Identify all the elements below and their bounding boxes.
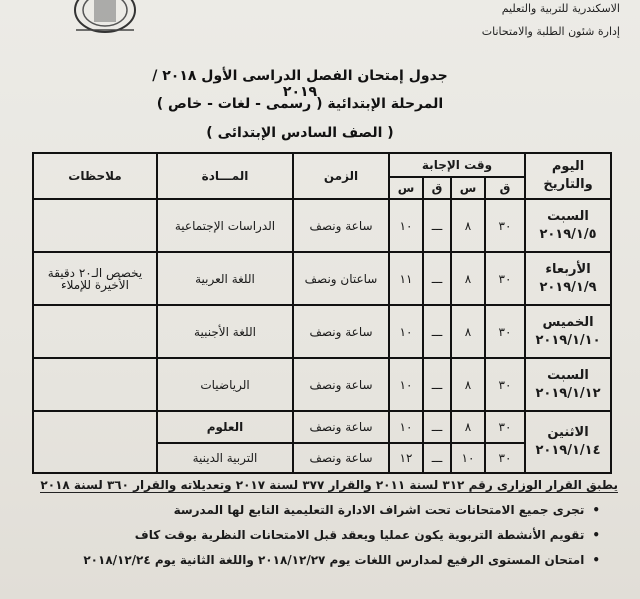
header-notes: ملاحظات (33, 153, 157, 199)
notes-cell (33, 305, 157, 358)
to-hour-cell: ١٠ (389, 411, 423, 443)
to-hour-cell: ١١ (389, 252, 423, 305)
decree-note: يطبق القرار الوزارى رقم ٣١٢ لسنة ٢٠١١ والقرار ٣٧٧ لسنة ٢٠١٧ وتعديلاته والقرار ٣٦٠ لسنة ٢٠١٨ (40, 478, 618, 492)
header-answer-time: وقت الإجابة (389, 153, 525, 177)
from-hour-cell: ٨ (451, 305, 485, 358)
from-hour-cell: ٨ (451, 358, 485, 411)
subject-cell: العلوم (157, 411, 293, 443)
notes-cell: يخصص الـ٢٠ دقيقة الأخيرة للإملاء (33, 252, 157, 305)
to-minute-cell: ـــ (423, 411, 451, 443)
table-row (33, 411, 611, 443)
to-minute-cell: ـــ (423, 252, 451, 305)
header-from-minute: ق (485, 177, 525, 199)
from-minute-cell: ٣٠ (485, 252, 525, 305)
to-hour-cell: ١٠ (389, 199, 423, 252)
to-minute-cell: ـــ (423, 358, 451, 411)
duration-cell: ساعة ونصف (293, 305, 389, 358)
subject-cell: الرياضيات (157, 358, 293, 411)
bullet-activities-evaluation: • تقويم الأنشطة التربوية يكون عمليا ويعقد قبل الامتحانات النظرية بوقت كاف (40, 528, 600, 542)
to-hour-cell: ١٢ (389, 443, 423, 473)
duration-cell: ساعة ونصف (293, 199, 389, 252)
header-to-hour: س (389, 177, 423, 199)
duration-cell: ساعتان ونصف (293, 252, 389, 305)
notes-cell (33, 199, 157, 252)
ministry-header (482, 0, 620, 40)
to-minute-cell: ـــ (423, 443, 451, 473)
duration-cell: ساعة ونصف (293, 411, 389, 443)
from-minute-cell: ٣٠ (485, 358, 525, 411)
header-to-minute: ق (423, 177, 451, 199)
from-minute-cell: ٣٠ (485, 305, 525, 358)
stage-title: المرحلة الإبتدائية ( رسمى - لغات - خاص ) (156, 96, 444, 112)
day-date-cell: السبت ٢٠١٩/١/٥ (525, 199, 611, 252)
to-hour-cell: ١٠ (389, 305, 423, 358)
bullet-high-level-exam: • امتحان المستوى الرفيع لمدارس اللغات يوم ٢٠١٨/١٢/٢٧ واللغة الثانية يوم ٢٠١٨/١٢/٢٤ (40, 553, 600, 567)
to-hour-cell: ١٠ (389, 358, 423, 411)
subject-cell: التربية الدينية (157, 443, 293, 473)
duration-cell: ساعة ونصف (293, 443, 389, 473)
subject-cell: الدراسات الإجتماعية (157, 199, 293, 252)
exam-schedule-table (32, 152, 612, 474)
from-hour-cell: ١٠ (451, 443, 485, 473)
from-minute-cell: ٣٠ (485, 411, 525, 443)
table-row (33, 305, 611, 358)
header-subject: المـــادة (157, 153, 293, 199)
table-row (33, 199, 611, 252)
ministry-logo (66, 0, 144, 38)
to-minute-cell: ـــ (423, 305, 451, 358)
notes-cell (33, 358, 157, 411)
table-row (33, 358, 611, 411)
header-duration: الزمن (293, 153, 389, 199)
header-from-hour: س (451, 177, 485, 199)
ministry-line-2: إدارة شئون الطلبة والامتحانات (481, 25, 620, 38)
day-date-cell: الخميس ٢٠١٩/١/١٠ (525, 305, 611, 358)
to-minute-cell: ـــ (423, 199, 451, 252)
grade-title: ( الصف السادس الإبتدائى ) (206, 125, 394, 141)
bullet-exams-supervision: • تجرى جميع الامتحانات تحت اشراف الادارة التعليمية التابع لها المدرسة (40, 503, 600, 517)
day-date-cell: الاثنين ٢٠١٩/١/١٤ (525, 411, 611, 473)
header-day-date: اليوم والتاريخ (525, 153, 611, 199)
notes-cell (33, 411, 157, 473)
subject-cell: اللغة الأجنبية (157, 305, 293, 358)
from-hour-cell: ٨ (451, 411, 485, 443)
day-date-cell: السبت ٢٠١٩/١/١٢ (525, 358, 611, 411)
duration-cell: ساعة ونصف (293, 358, 389, 411)
day-date-cell: الأربعاء ٢٠١٩/١/٩ (525, 252, 611, 305)
from-hour-cell: ٨ (451, 199, 485, 252)
from-hour-cell: ٨ (451, 252, 485, 305)
table-row (33, 252, 611, 305)
schedule-title: جدول إمتحان الفصل الدراسى الأول ٢٠١٨ / ٢٠١٩ (152, 68, 448, 100)
from-minute-cell: ٣٠ (485, 199, 525, 252)
from-minute-cell: ٣٠ (485, 443, 525, 473)
ministry-line-1: الاسكندرية للتربية والتعليم (501, 2, 620, 15)
subject-cell: اللغة العربية (157, 252, 293, 305)
